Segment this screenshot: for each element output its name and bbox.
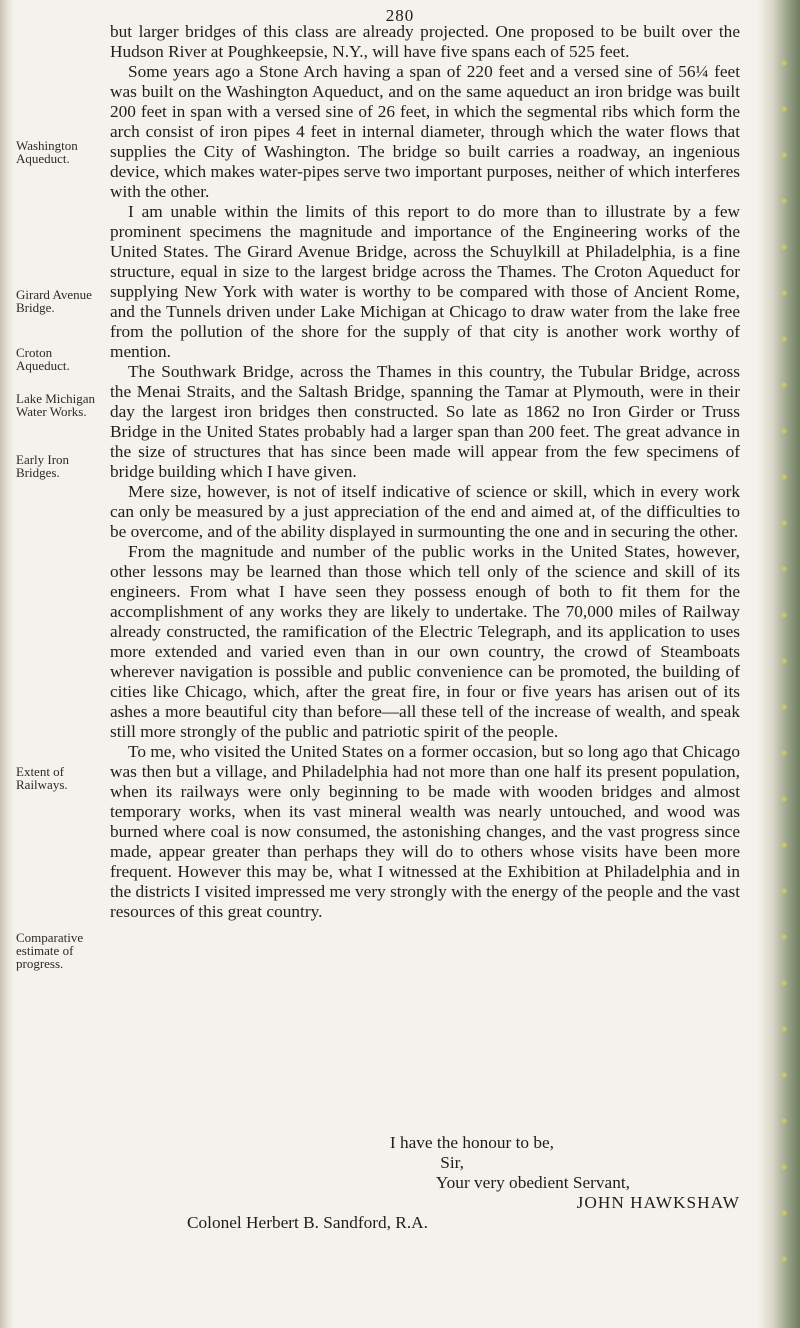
addressee: Colonel Herbert B. Sandford, R.A. xyxy=(187,1213,428,1232)
closing-servant-line: Your very obedient Servant, xyxy=(435,1173,630,1192)
margin-note-extent-of-railways: Extent of Railways. xyxy=(16,764,68,792)
paragraph-early-iron-bridges: The Southwark Bridge, across the Thames in this country, the Tubular Bridge, across the Menai Straits, and the Saltash Bridge, spanning the Tamar at Plymouth, were in their day the largest iron bridges then constructed. So late as 1862 no Iron Girder or Truss Bridge in the United States probably had a larger span than 200 feet. The great advance in the size of structures that has since been made will appear from the few specimens of bridge building which I have given. xyxy=(110,362,740,481)
margin-note-girard-avenue-bridge: Girard Avenue Bridge. xyxy=(16,287,92,315)
left-page-gutter xyxy=(0,0,14,1328)
letter-closing xyxy=(110,1133,740,1213)
paragraph-public-works: From the magnitude and number of the public works in the United States, however, other lessons may be learned than those which tell only of the science and skill of its engineers. From what I have seen they possess enough of both to fit them for the accomplishment of any works they are likely to undertake. The 70,000 miles of Railway already constructed, the ramification of the Electric Telegraph, and its application to uses more extended and varied even than in our own country, the crowd of Steamboats wherever navigation is possible and public convenience can be promoted, the building of cities like Chicago, which, after the great fire, in four or five years has arisen out of its ashes a more beautiful city than before—all these tell of the increase of wealth, and speak still more strongly of the public and patriotic spirit of the people. xyxy=(110,542,740,741)
report-body xyxy=(110,22,740,922)
margin-note-early-iron-bridges: Early Iron Bridges. xyxy=(16,452,70,480)
paragraph-hudson-bridge: but larger bridges of this class are already projected. One proposed to be built over the Hudson River at Poughkeepsie, N.Y., will have five spans each of 525 feet. xyxy=(110,22,740,61)
book-spine-edge xyxy=(758,0,800,1328)
paragraph-mere-size: Mere size, however, is not of itself indicative of science or skill, which in every work can only be measured by a just appreciation of the end and aimed at, of the difficulties to be overcome, and of the ability displayed in surmounting the one and in securing the other. xyxy=(110,482,740,541)
page-number: 280 xyxy=(385,6,415,25)
margin-note-washington-aqueduct: Washington Aqueduct. xyxy=(16,138,78,166)
margin-note-croton-aqueduct: Croton Aqueduct. xyxy=(16,345,70,373)
paragraph-washington-aqueduct: Some years ago a Stone Arch having a span of 220 feet and a versed sine of 56¼ feet was built on the Washington Aqueduct, and on the same aqueduct an iron bridge was built 200 feet in span with a versed sine of 26 feet, in which the segmental ribs which form the arch consist of iron pipes 4 feet in internal diameter, through which the water flows that supplies the City of Washington. The bridge so built carries a roadway, an ingenious device, which makes water-pipes serve two important purposes, neither of which interferes with the other. xyxy=(110,62,740,201)
paragraph-engineering-works: I am unable within the limits of this report to do more than to illustrate by a few prominent specimens the magnitude and importance of the Engineering works of the United States. The Girard Avenue Bridge, across the Schuylkill at Philadelphia, is a fine structure, equal in size to the largest bridge across the Thames. The Croton Aqueduct for supplying New York with water is worthy to be compared with those of Ancient Rome, and the Tunnels driven under Lake Michigan at Chicago to draw water from the lake free from the pollution of the shore for the supply of that city is another work worthy of mention. xyxy=(110,202,740,361)
margin-note-comparative-estimate: Comparative estimate of progress. xyxy=(16,930,84,971)
closing-honour-line: I have the honour to be, xyxy=(389,1133,554,1152)
closing-salutation: Sir, xyxy=(440,1153,464,1172)
paragraph-comparative-progress: To me, who visited the United States on a former occasion, but so long ago that Chicago was then but a village, and Philadelphia had not more than one half its present population, when its railways were only beginning to be made with wooden bridges and almost temporary works, when its vast mineral wealth was nearly untouched, and wood was burned where coal is now consumed, the astonishing changes, and the vast progress since made, appear greater than perhaps they will do to others whose visits have been more frequent. However this may be, what I witnessed at the Exhibition at Philadelphia and in the districts I visited impressed me very strongly with the energy of the people and the vast resources of this great country. xyxy=(110,742,740,921)
margin-note-lake-michigan-water-works: Lake Michigan Water Works. xyxy=(16,391,96,419)
signature: JOHN HAWKSHAW xyxy=(576,1193,740,1212)
spine-decoration xyxy=(774,40,794,1290)
